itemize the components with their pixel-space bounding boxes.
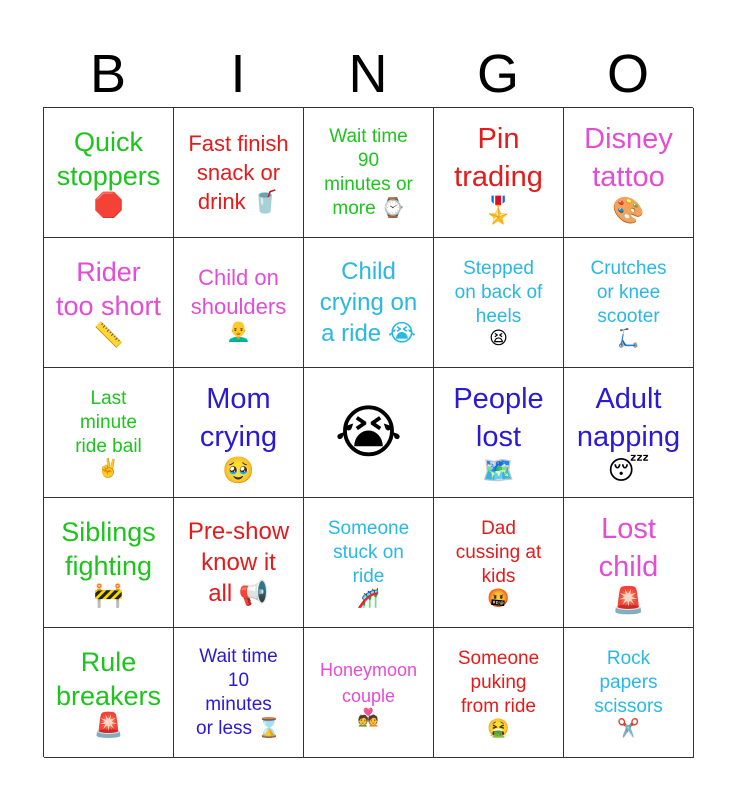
bingo-cell-rule-breakers[interactable] [44, 628, 174, 758]
bingo-board [43, 107, 693, 757]
cup-with-straw-icon: 🥤 [245, 189, 280, 214]
bingo-cell-pin-trading[interactable] [434, 108, 564, 238]
cell-label: Lost child [598, 513, 659, 584]
scooter-icon: 🛴 [617, 327, 640, 348]
header-letter-b: B [89, 44, 127, 104]
bingo-cell-stepped-on-heels[interactable] [434, 238, 564, 368]
bingo-cell-someone-stuck-ride[interactable] [304, 498, 434, 628]
sleeping-face-icon: 😴 [607, 455, 650, 486]
cell-label: Quick stoppers [56, 127, 161, 192]
holding-back-tears-icon: 🥹 [222, 455, 255, 486]
cell-label: Child crying on a ride 😭 [319, 258, 418, 347]
cell-label: Someone stuck on ride [327, 517, 410, 587]
cell-label: Dad cussing at kids [455, 517, 542, 587]
header-letter-g: G [476, 44, 519, 104]
bingo-cell-child-crying-ride[interactable] [304, 238, 434, 368]
cell-label: People lost [453, 383, 544, 454]
loudly-crying-face-icon: 😭 [381, 320, 416, 347]
loudly-crying-face-icon: 😭 [334, 399, 403, 465]
bingo-cell-dad-cussing[interactable] [434, 498, 564, 628]
siren-icon: 🚨 [93, 712, 124, 740]
stop-sign-icon: 🛑 [93, 192, 124, 220]
bingo-cell-someone-puking[interactable] [434, 628, 564, 758]
construction-barrier-icon: 🚧 [93, 582, 124, 610]
bingo-cell-disney-tattoo[interactable] [564, 108, 694, 238]
vomiting-face-icon: 🤮 [487, 717, 510, 738]
cell-label: Last minute ride bail [75, 387, 142, 457]
bingo-cell-wait-time-10[interactable] [174, 628, 304, 758]
bingo-cell-rock-paper-scissors[interactable] [564, 628, 694, 758]
bingo-cell-wait-time-90[interactable] [304, 108, 434, 238]
bingo-header [43, 40, 693, 108]
cell-label: Pre-show know it all 📢 [187, 518, 290, 607]
couple-with-heart-icon: 💑 [357, 708, 380, 728]
bingo-cell-fast-finish-snack[interactable] [174, 108, 304, 238]
cell-label: Mom crying [199, 383, 278, 454]
megaphone-icon: 📢 [232, 580, 269, 607]
header-letter-i: I [230, 44, 246, 104]
bingo-cell-honeymoon-couple[interactable] [304, 628, 434, 758]
bingo-cell-child-on-shoulders[interactable] [174, 238, 304, 368]
bald-man-icon: 👨‍🦲 [226, 320, 251, 343]
cell-label: Adult napping [576, 383, 681, 454]
bingo-cell-crutches-scooter[interactable] [564, 238, 694, 368]
palette-icon: 🎨 [612, 195, 645, 226]
cell-label: Siblings fighting [61, 517, 156, 582]
cell-label: Rider too short [55, 257, 162, 322]
header-letter-n: N [348, 44, 388, 104]
cell-label: Disney tattoo [584, 123, 673, 194]
bingo-cell-people-lost[interactable] [434, 368, 564, 498]
cell-label: Stepped on back of heels [454, 257, 543, 327]
cell-label: Crutches or knee scooter [590, 257, 667, 327]
cell-label: Wait time 10 minutes or less ⌛ [196, 645, 281, 739]
map-icon: 🗺️ [482, 455, 515, 486]
cell-label: Fast finish snack or drink 🥤 [188, 131, 289, 214]
cell-label: Pin trading [454, 123, 543, 194]
cell-label: Honeymoon couple [319, 660, 418, 707]
roller-coaster-icon: 🎢 [357, 587, 380, 608]
header-letter-o: O [606, 44, 649, 104]
victory-hand-icon: ✌️ [97, 457, 120, 478]
cell-label: Someone puking from ride [457, 647, 540, 717]
cell-label: Rock papers scissors [594, 647, 663, 717]
bingo-cell-quick-stoppers[interactable] [44, 108, 174, 238]
ruler-icon: 📏 [93, 322, 124, 350]
tired-face-icon: 😫 [489, 327, 508, 348]
cell-label: Rule breakers [55, 647, 162, 712]
cell-label: Child on shoulders [190, 264, 287, 319]
bingo-cell-last-minute-bail[interactable] [44, 368, 174, 498]
bingo-cell-mom-crying[interactable] [174, 368, 304, 498]
medal-icon: 🎖️ [482, 195, 515, 226]
hourglass-icon: ⌛ [252, 717, 281, 739]
watch-icon: ⌚ [375, 197, 405, 219]
scissors-icon: ✂️ [617, 717, 640, 738]
bingo-cell-adult-napping[interactable] [564, 368, 694, 498]
bingo-cell-rider-too-short[interactable] [44, 238, 174, 368]
siren-icon: 🚨 [612, 585, 645, 616]
bingo-cell-free-space[interactable] [304, 368, 434, 498]
bingo-cell-siblings-fighting[interactable] [44, 498, 174, 628]
bingo-cell-preshow-know-it-all[interactable] [174, 498, 304, 628]
cell-label: Wait time 90 minutes or more ⌚ [324, 125, 413, 219]
bingo-cell-lost-child[interactable] [564, 498, 694, 628]
cursing-face-icon: 🤬 [487, 587, 510, 608]
